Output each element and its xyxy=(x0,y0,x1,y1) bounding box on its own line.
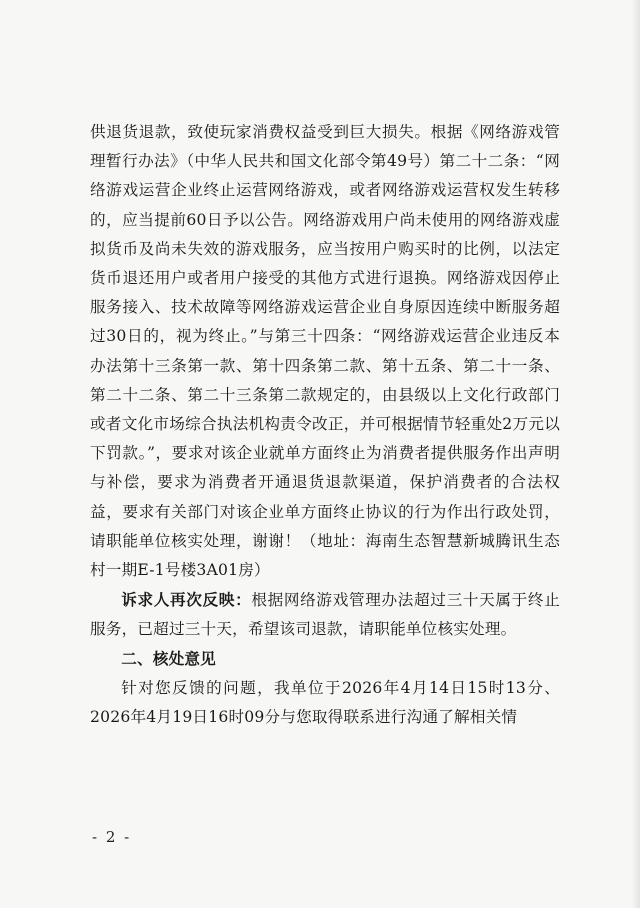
reflection-text: 根据网络游戏管理办法超过三十天属于终止服务，已超过三十天，希望该司退款，请职能单位核实处理。 xyxy=(90,591,560,639)
reflection-paragraph xyxy=(90,585,560,644)
section-heading: 二、核处意见 xyxy=(121,649,216,668)
page-number: - 2 - xyxy=(92,828,132,846)
document-body xyxy=(90,118,560,732)
complaint-continuation-paragraph: 供退货退款，致使玩家消费权益受到巨大损失。根据《网络游戏管理暂行办法》（中华人民共和国文化部令第49号）第二十二条：“网络游戏运营企业终止运营网络游戏，或者网络游戏运营权发生转移的，应当提前60日予以公告。网络游戏用户尚未使用的网络游戏虚拟货币及尚未失效的游戏服务，应当按用户购买时的比例，以法定货币退还用户或者用户接受的其他方式进行退换。网络游戏因停止服务接入、技术故障等网络游戏运营企业自身原因连续中断服务超过30日的，视为终止。”与第三十四条：“网络游戏运营企业违反本办法第十三条第一款、第十四条第二款、第十五条、第二十一条、第二十二条、第二十三条第二款规定的，由县级以上文化行政部门或者文化市场综合执法机构责令改正，并可根据情节轻重处2万元以下罚款。”，要求对该企业就单方面终止为消费者提供服务作出声明与补偿，要求为消费者开通退货退款渠道，保护消费者的合法权益，要求有关部门对该企业单方面终止协议的行为作出行政处罚，请职能单位核实处理，谢谢！（地址：海南生态智慧新城腾讯生态村一期E-1号楼3A01房） xyxy=(90,123,560,580)
reflection-label: 诉求人再次反映： xyxy=(121,590,252,610)
response-paragraph: 针对您反馈的问题，我单位于2026年4月14日15时13分、2026年4月19日16时09分与您取得联系进行沟通了解相关情 xyxy=(90,678,560,727)
page-edge-shadow xyxy=(632,0,640,908)
